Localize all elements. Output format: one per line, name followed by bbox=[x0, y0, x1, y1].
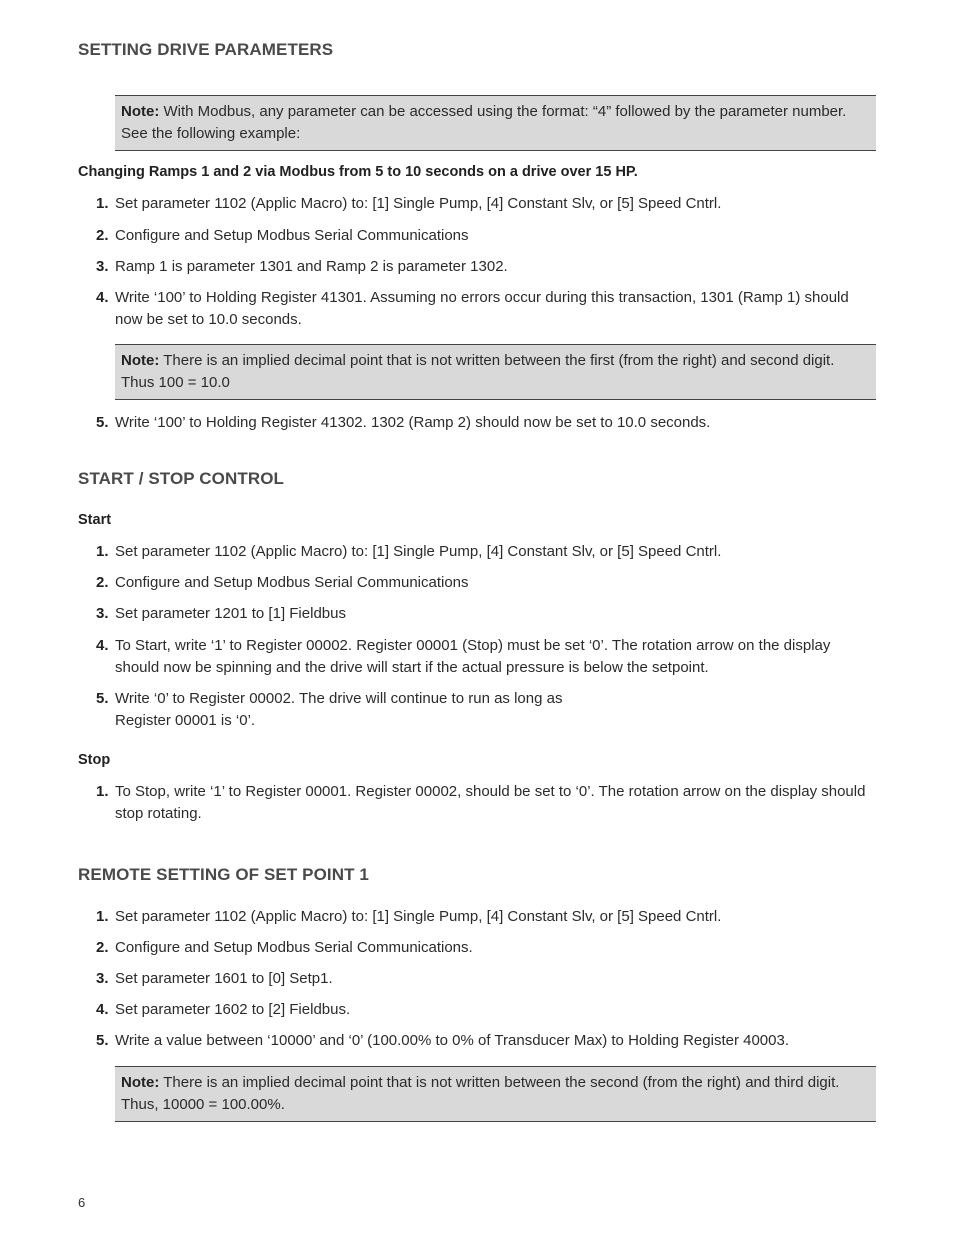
step-number: 1. bbox=[96, 908, 109, 925]
step-text: Write ‘100’ to Holding Register 41301. Assuming no errors occur during this transaction, 1301 (Ramp 1) should now be set to 10.0 seconds. bbox=[115, 289, 849, 328]
list-item bbox=[96, 937, 876, 959]
step-text: Write ‘100’ to Holding Register 41302. 1302 (Ramp 2) should now be set to 10.0 seconds. bbox=[115, 414, 711, 431]
list-item bbox=[96, 781, 876, 825]
step-text: To Stop, write ‘1’ to Register 00001. Register 00002, should be set to ‘0’. The rotation arrow on the display should stop rotating. bbox=[115, 783, 866, 822]
list-item bbox=[96, 1030, 876, 1052]
step-text: Ramp 1 is parameter 1301 and Ramp 2 is parameter 1302. bbox=[115, 258, 508, 275]
step-number: 4. bbox=[96, 1001, 109, 1018]
note-box-setpoint-decimal bbox=[115, 1066, 876, 1122]
step-text: Set parameter 1102 (Applic Macro) to: [1] Single Pump, [4] Constant Slv, or [5] Speed Cntrl. bbox=[115, 908, 722, 925]
step-text: Set parameter 1601 to [0] Setp1. bbox=[115, 970, 333, 987]
note-label: Note: bbox=[121, 103, 160, 120]
step-text-line: Write ‘0’ to Register 00002. The drive will continue to run as long as bbox=[115, 690, 563, 707]
note-box-implied-decimal bbox=[115, 344, 876, 400]
list-item bbox=[96, 287, 876, 331]
note-text: There is an implied decimal point that is not written between the second (from the right) and third digit. Thus, 10000 = 100.00%. bbox=[121, 1074, 840, 1113]
step-number: 5. bbox=[96, 1032, 109, 1049]
section-heading-drive-parameters: SETTING DRIVE PARAMETERS bbox=[78, 40, 334, 59]
list-item bbox=[96, 688, 876, 732]
subheading-start: Start bbox=[78, 512, 112, 528]
note-label: Note: bbox=[121, 1074, 160, 1091]
list-item bbox=[96, 256, 876, 278]
note-box-modbus-format bbox=[115, 95, 876, 151]
step-text: To Start, write ‘1’ to Register 00002. Register 00001 (Stop) must be set ‘0’. The rotation arrow on the display should now be spinning and the drive will start if the actual pressure is below the setpoint. bbox=[115, 637, 831, 676]
step-number: 2. bbox=[96, 227, 109, 244]
step-text-line: Register 00001 is ‘0’. bbox=[115, 712, 256, 729]
step-text: Write a value between ‘10000’ and ‘0’ (100.00% to 0% of Transducer Max) to Holding Register 40003. bbox=[115, 1032, 790, 1049]
list-item bbox=[96, 635, 876, 679]
section-heading-start-stop: START / STOP CONTROL bbox=[78, 469, 285, 488]
subheading-stop: Stop bbox=[78, 752, 111, 768]
step-number: 4. bbox=[96, 289, 109, 306]
step-text: Configure and Setup Modbus Serial Communications. bbox=[115, 939, 473, 956]
step-number: 2. bbox=[96, 939, 109, 956]
note-label: Note: bbox=[121, 352, 160, 369]
list-item bbox=[96, 225, 876, 247]
step-number: 1. bbox=[96, 543, 109, 560]
list-item bbox=[96, 906, 876, 928]
list-item bbox=[96, 193, 876, 215]
step-number: 5. bbox=[96, 690, 109, 707]
section-heading-set-point: REMOTE SETTING OF SET POINT 1 bbox=[78, 865, 369, 884]
step-number: 2. bbox=[96, 574, 109, 591]
list-item bbox=[96, 572, 876, 594]
subheading-ramps: Changing Ramps 1 and 2 via Modbus from 5 to 10 seconds on a drive over 15 HP. bbox=[78, 164, 638, 180]
step-text: Set parameter 1201 to [1] Fieldbus bbox=[115, 605, 346, 622]
list-item bbox=[96, 999, 876, 1021]
step-text: Set parameter 1602 to [2] Fieldbus. bbox=[115, 1001, 351, 1018]
step-text: Configure and Setup Modbus Serial Communications bbox=[115, 574, 469, 591]
step-number: 4. bbox=[96, 637, 109, 654]
list-item bbox=[96, 541, 876, 563]
step-number: 1. bbox=[96, 783, 109, 800]
step-text: Set parameter 1102 (Applic Macro) to: [1] Single Pump, [4] Constant Slv, or [5] Speed Cntrl. bbox=[115, 543, 722, 560]
page-number: 6 bbox=[78, 1195, 86, 1210]
step-number: 3. bbox=[96, 605, 109, 622]
step-number: 3. bbox=[96, 258, 109, 275]
list-item bbox=[96, 968, 876, 990]
step-number: 5. bbox=[96, 414, 109, 431]
list-item bbox=[96, 412, 876, 434]
note-text: With Modbus, any parameter can be accessed using the format: “4” followed by the parameter number. See the following example: bbox=[121, 103, 847, 142]
step-text: Configure and Setup Modbus Serial Communications bbox=[115, 227, 469, 244]
step-number: 3. bbox=[96, 970, 109, 987]
step-text: Set parameter 1102 (Applic Macro) to: [1] Single Pump, [4] Constant Slv, or [5] Speed Cntrl. bbox=[115, 195, 722, 212]
step-number: 1. bbox=[96, 195, 109, 212]
list-item bbox=[96, 603, 876, 625]
note-text: There is an implied decimal point that is not written between the first (from the right) and second digit. Thus 100 = 10.0 bbox=[121, 352, 835, 391]
